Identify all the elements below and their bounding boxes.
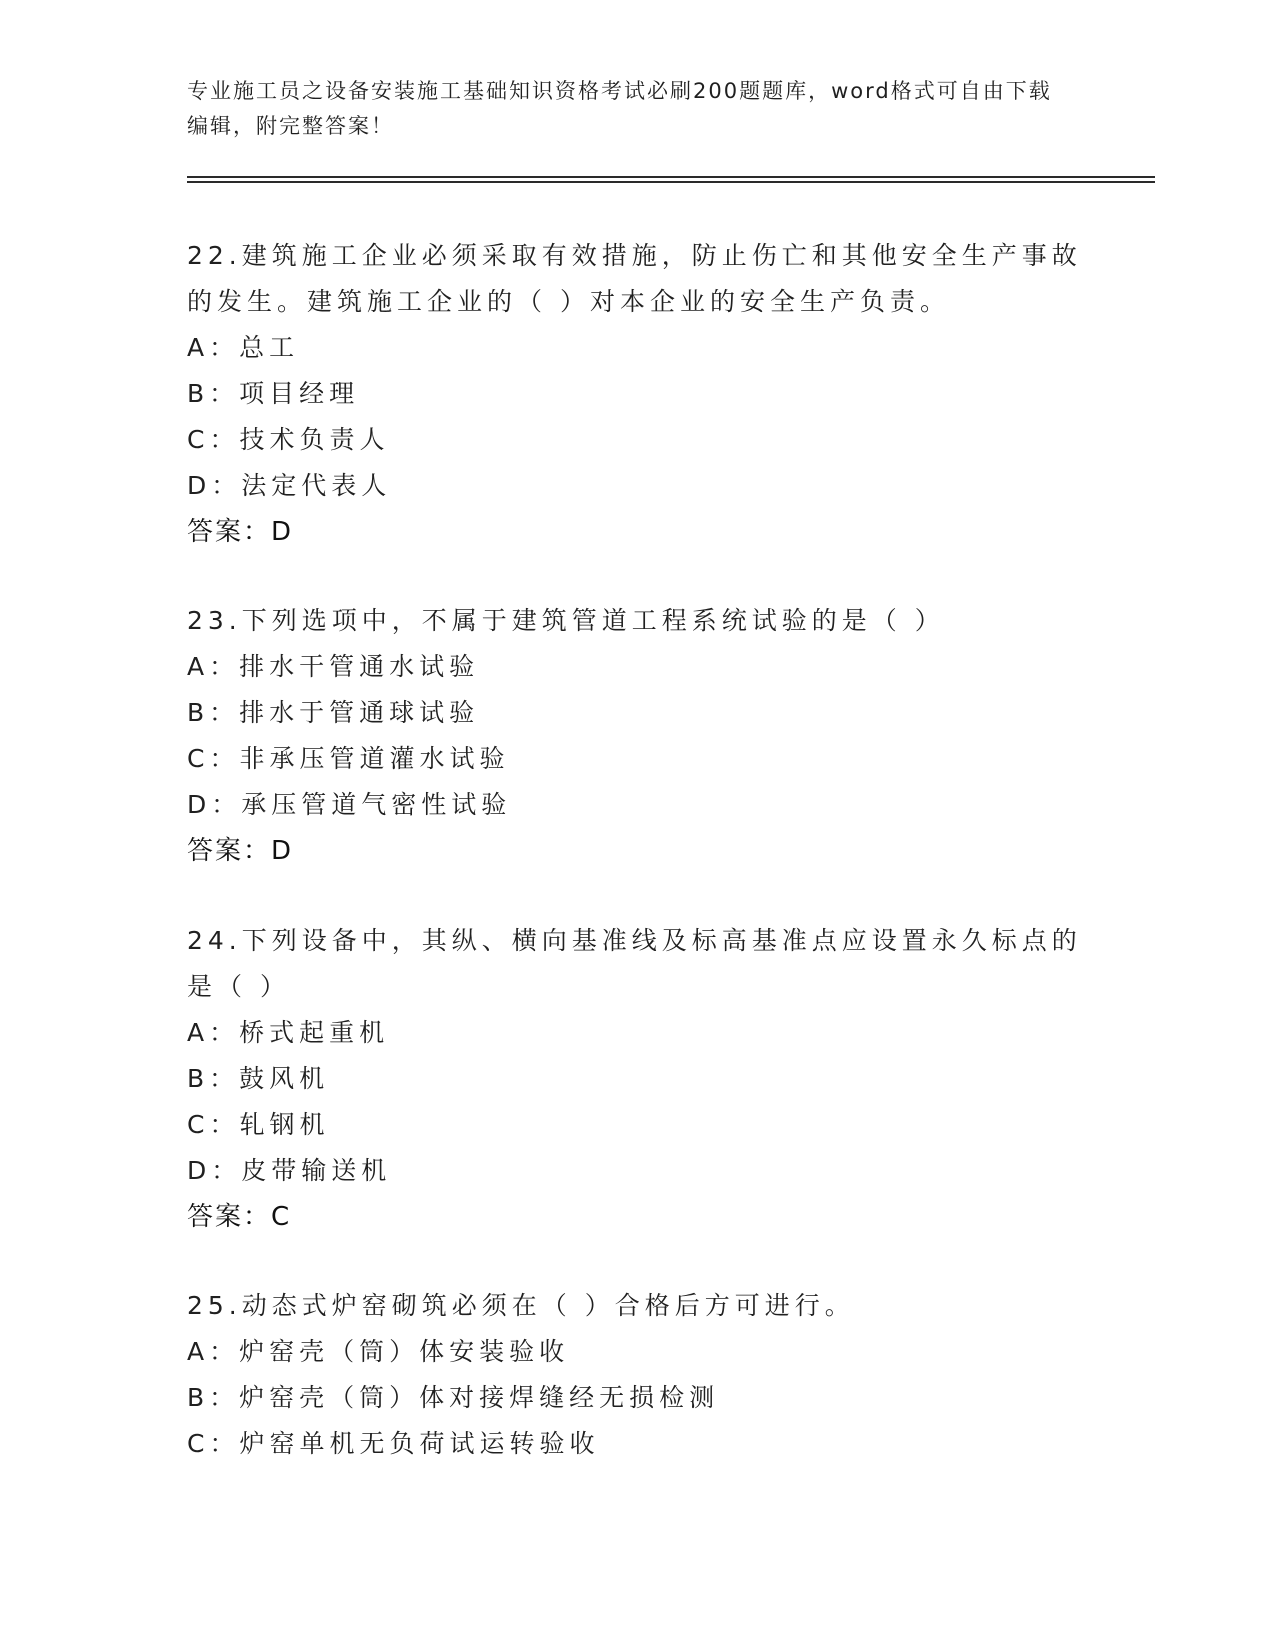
answer-line: 答案：D bbox=[187, 836, 294, 866]
option-a: A：炉窑壳（筒）体安装验收 bbox=[187, 1337, 570, 1366]
question-stem: 22.建筑施工企业必须采取有效措施，防止伤亡和其他安全生产事故的发生。建筑施工企业的（ ）对本企业的安全生产负责。 bbox=[187, 241, 1082, 316]
option-b: B：鼓风机 bbox=[187, 1064, 330, 1093]
option-a: A：排水干管通水试验 bbox=[187, 652, 480, 681]
question-23 bbox=[187, 598, 1087, 874]
option-d: D：皮带输送机 bbox=[187, 1156, 392, 1185]
option-a: A：总工 bbox=[187, 333, 300, 362]
option-c: C：炉窑单机无负荷试运转验收 bbox=[187, 1429, 600, 1458]
answer-line: 答案：C bbox=[187, 1202, 292, 1232]
question-24 bbox=[187, 918, 1087, 1240]
question-stem: 25.动态式炉窑砌筑必须在（ ）合格后方可进行。 bbox=[187, 1291, 855, 1320]
header-divider-top bbox=[187, 176, 1155, 178]
question-stem: 24.下列设备中，其纵、横向基准线及标高基准点应设置永久标点的是（ ） bbox=[187, 926, 1082, 1001]
option-c: C：技术负责人 bbox=[187, 425, 390, 454]
option-b: B：排水于管通球试验 bbox=[187, 698, 480, 727]
header-divider-bottom bbox=[187, 181, 1155, 183]
option-d: D：承压管道气密性试验 bbox=[187, 790, 512, 819]
option-d: D：法定代表人 bbox=[187, 471, 392, 500]
option-c: C：非承压管道灌水试验 bbox=[187, 744, 510, 773]
option-a: A：桥式起重机 bbox=[187, 1018, 390, 1047]
option-c: C：轧钢机 bbox=[187, 1110, 330, 1139]
option-b: B：项目经理 bbox=[187, 379, 360, 408]
question-stem: 23.下列选项中，不属于建筑管道工程系统试验的是（ ） bbox=[187, 606, 945, 635]
option-b: B：炉窑壳（筒）体对接焊缝经无损检测 bbox=[187, 1383, 720, 1412]
answer-line: 答案：D bbox=[187, 517, 294, 547]
document-header: 专业施工员之设备安装施工基础知识资格考试必刷200题题库，word格式可自由下载编辑，附完整答案！ bbox=[187, 79, 1052, 138]
question-22 bbox=[187, 233, 1087, 555]
question-25 bbox=[187, 1283, 1087, 1467]
